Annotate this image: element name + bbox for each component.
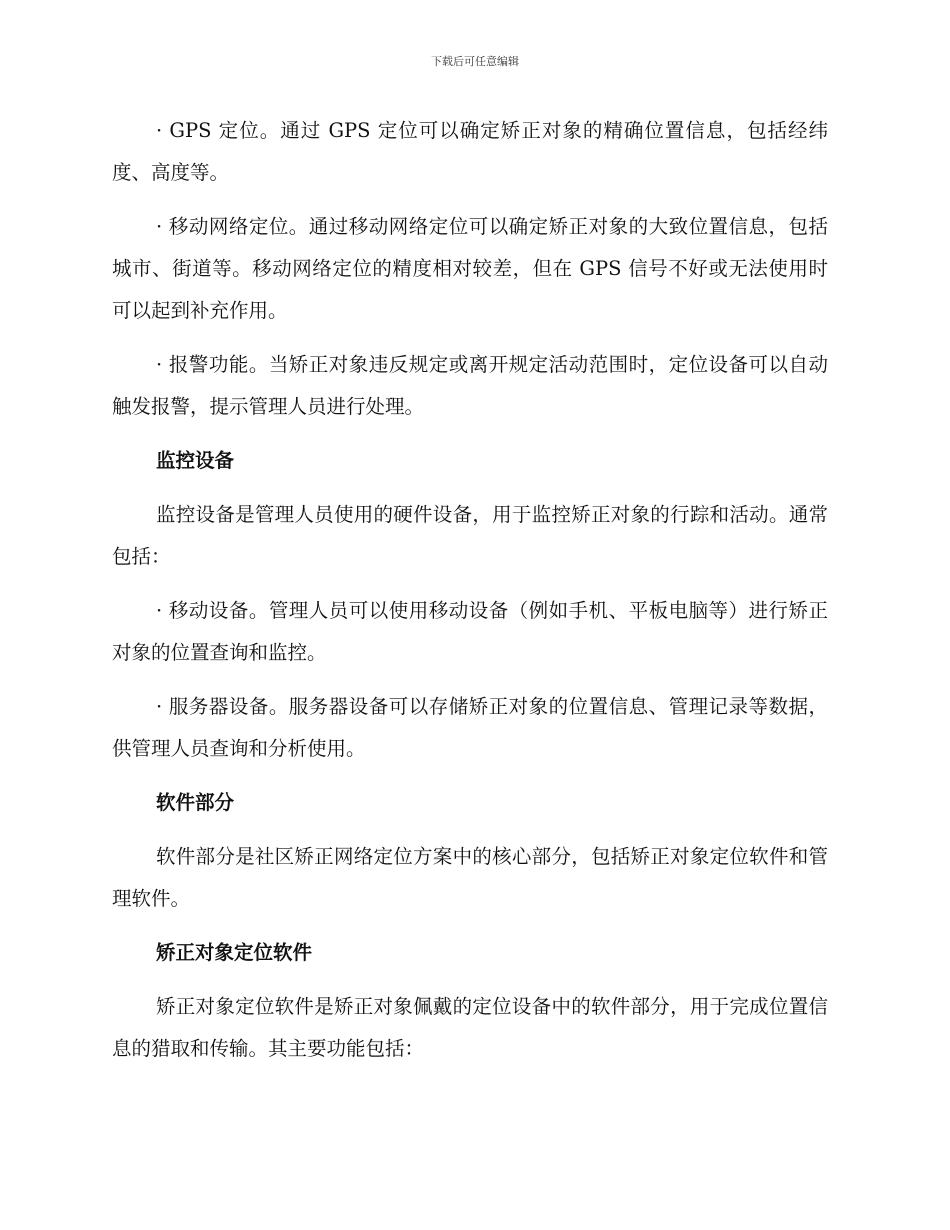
paragraph-mobile-devices: · 移动设备。管理人员可以使用移动设备（例如手机、平板电脑等）进行矫正对象的位置查询和监控。 [112,599,828,664]
paragraph-monitoring-devices-intro: 监控设备是管理人员使用的硬件设备，用于监控矫正对象的行踪和活动。通常包括： [112,503,828,568]
page-header: 下载后可任意编辑 [431,55,519,68]
section-heading-software: 软件部分 [156,791,235,814]
paragraph-positioning-software-intro: 矫正对象定位软件是矫正对象佩戴的定位设备中的软件部分，用于完成位置信息的猎取和传输。其主要功能包括： [112,995,828,1060]
section-heading-positioning-software: 矫正对象定位软件 [156,941,313,964]
section-heading-monitoring-devices: 监控设备 [156,449,235,472]
paragraph-server-devices: · 服务器设备。服务器设备可以存储矫正对象的位置信息、管理记录等数据，供管理人员查询和分析使用。 [112,695,828,760]
document-body [112,110,828,1082]
paragraph-software-intro: 软件部分是社区矫正网络定位方案中的核心部分，包括矫正对象定位软件和管理软件。 [112,845,828,910]
paragraph-alarm-function: · 报警功能。当矫正对象违反规定或离开规定活动范围时，定位设备可以自动触发报警，提示管理人员进行处理。 [112,353,828,418]
paragraph-gps-positioning: · GPS 定位。通过 GPS 定位可以确定矫正对象的精确位置信息，包括经纬度、高度等。 [112,119,828,184]
paragraph-mobile-network-positioning: · 移动网络定位。通过移动网络定位可以确定矫正对象的大致位置信息，包括城市、街道等。移动网络定位的精度相对较差，但在 GPS 信号不好或无法使用时可以起到补充作用。 [112,215,828,322]
